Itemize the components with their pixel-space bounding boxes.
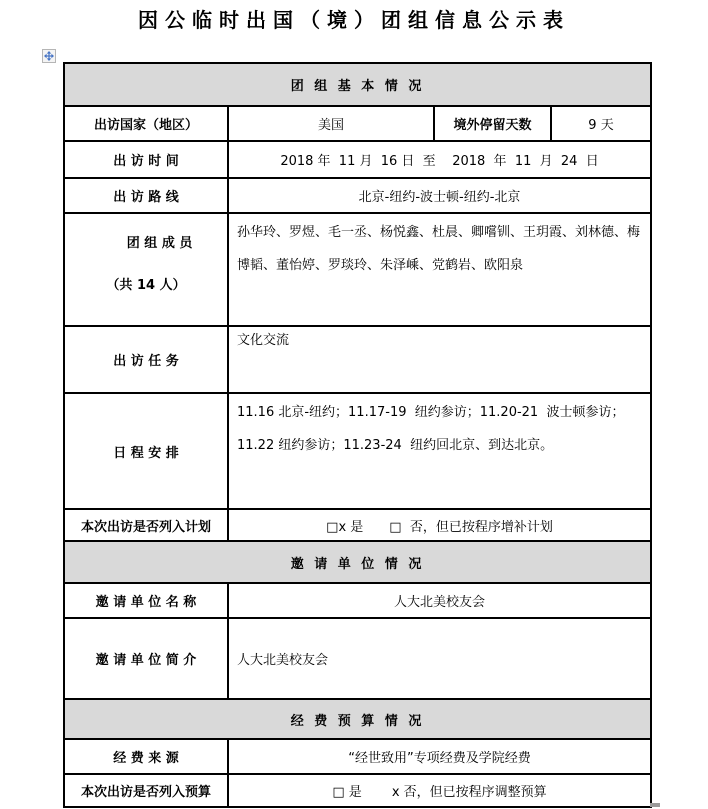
members-label [64,213,228,326]
country-value: 美国 [228,106,434,141]
time-label: 出 访 时 间 [64,141,228,178]
table-move-handle[interactable] [42,49,56,63]
budget-checkbox-row: □ 是 x 否，但已按程序调整预算 [228,774,651,807]
time-value: 2018 年 11 月 16 日 至 2018 年 11 月 24 日 [228,141,651,178]
stay-days-value: 9 天 [551,106,651,141]
members-label-count: （共 14 人） [106,277,186,293]
info-table [63,62,652,808]
budget-label: 本次出访是否列入预算 [64,774,228,807]
page-title: 因公临时出国（境）团组信息公示表 [138,8,570,32]
table-resize-handle[interactable] [650,803,660,807]
inviter-intro-label: 邀 请 单 位 简 介 [64,618,228,699]
schedule-label: 日 程 安 排 [64,393,228,509]
task-value: 文化交流 [228,326,651,393]
inviter-name-label: 邀 请 单 位 名 称 [64,583,228,618]
route-value: 北京-纽约-波士顿-纽约-北京 [228,178,651,213]
section-header-inviter: 邀 请 单 位 情 况 [64,541,651,583]
stay-days-label: 境外停留天数 [434,106,551,141]
fund-source-label: 经 费 来 源 [64,739,228,774]
schedule-value: 11.16 北京-纽约；11.17-19 纽约参访；11.20-21 波士顿参访；11.22 纽约参访；11.23-24 纽约回北京、到达北京。 [228,393,651,509]
section-header-budget: 经 费 预 算 情 况 [64,699,651,739]
members-value: 孙华玲、罗煜、毛一丞、杨悦鑫、杜晨、卿嚐钏、王玥霞、刘林德、梅博韬、董怡婷、罗琰玲、朱泽嵊、党鹤岩、欧阳泉 [228,213,651,326]
country-label: 出访国家（地区） [64,106,228,141]
move-cross-icon [44,51,54,61]
fund-source-value: “经世致用”专项经费及学院经费 [228,739,651,774]
plan-checkbox-row: □x 是 □ 否，但已按程序增补计划 [228,509,651,541]
inviter-name-value: 人大北美校友会 [228,583,651,618]
section-header-group: 团 组 基 本 情 况 [64,63,651,106]
task-label: 出 访 任 务 [64,326,228,393]
plan-label: 本次出访是否列入计划 [64,509,228,541]
members-label-main: 团 组 成 员 [126,235,193,251]
route-label: 出 访 路 线 [64,178,228,213]
inviter-intro-value: 人大北美校友会 [228,618,651,699]
